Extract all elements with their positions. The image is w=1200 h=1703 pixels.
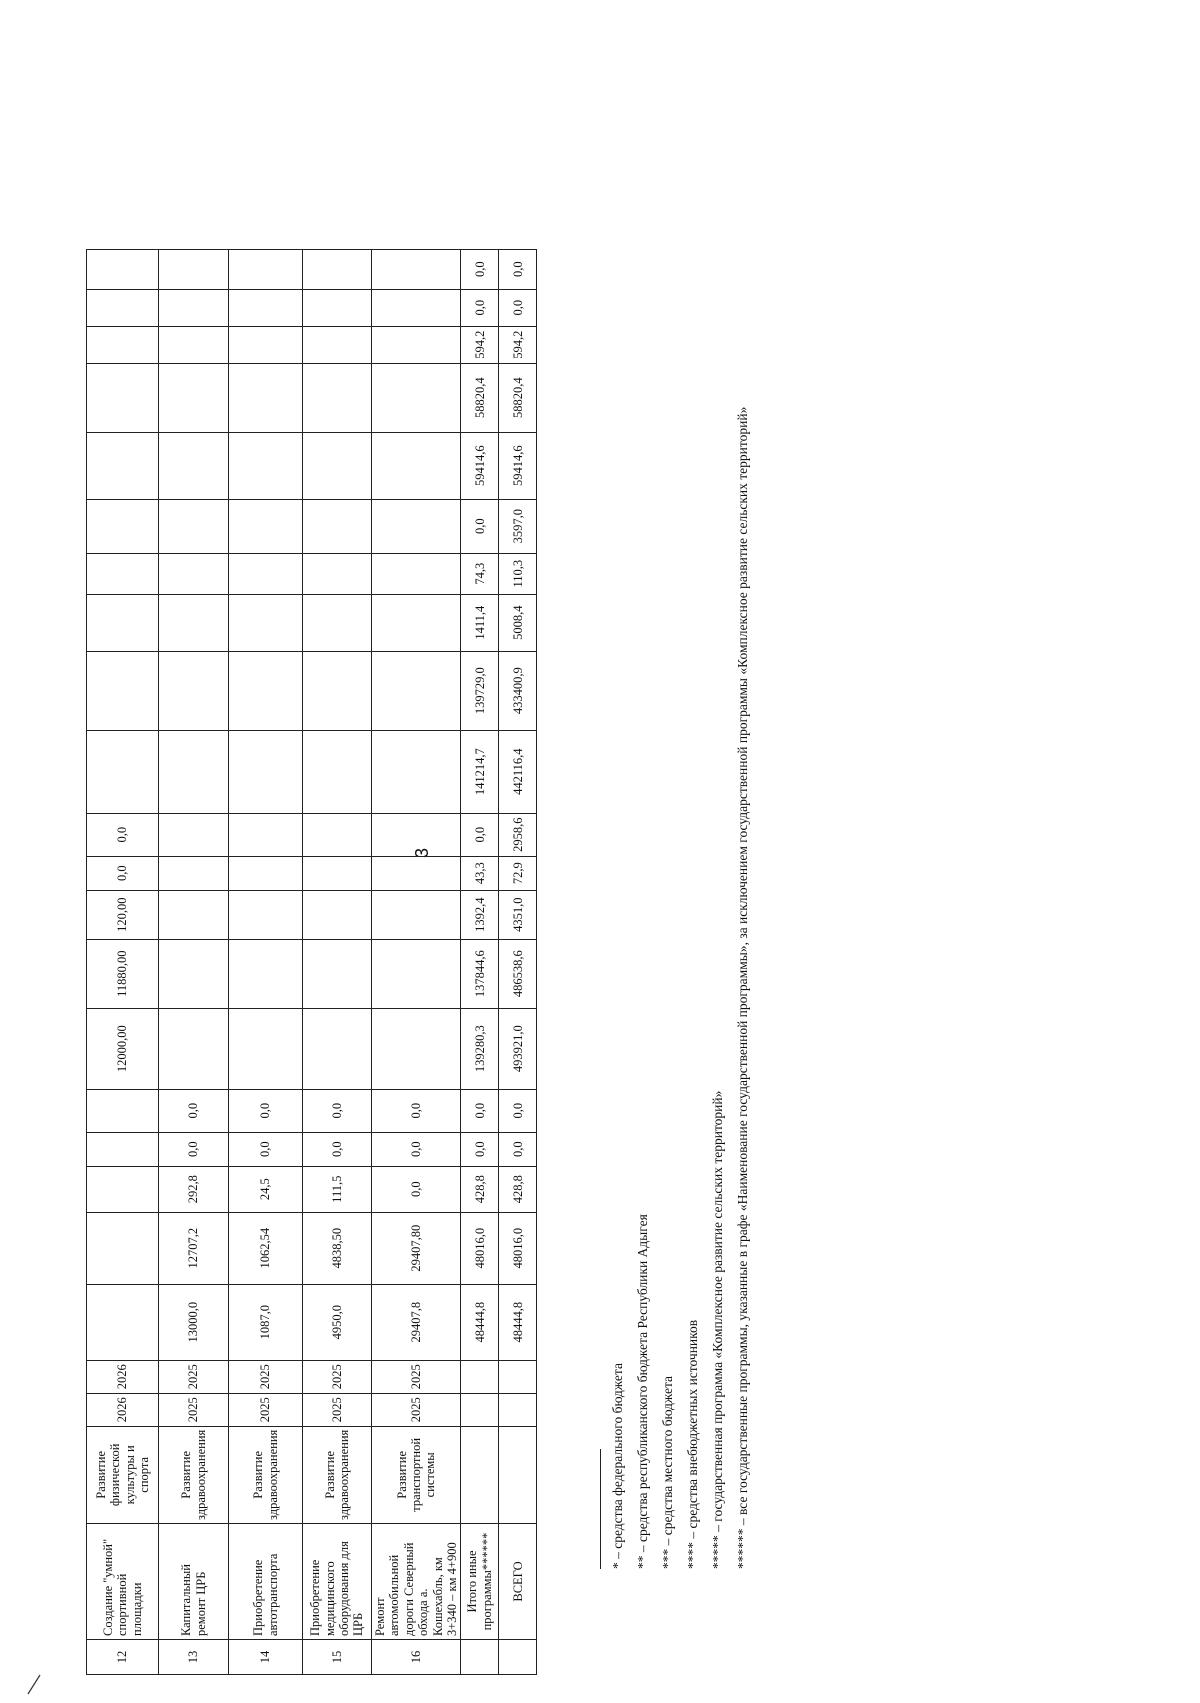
amount-cell: [372, 249, 461, 289]
amount-cell: 594,2: [461, 326, 499, 363]
amount-cell: 0,0: [461, 289, 499, 326]
amount-cell: [303, 289, 372, 326]
row-number-cell: 13: [159, 1640, 229, 1675]
amount-cell: 0,0: [461, 1132, 499, 1166]
amount-cell: [372, 651, 461, 730]
amount-cell: 0,0: [229, 1132, 303, 1166]
amount-cell: [303, 939, 372, 1008]
amount-cell: 0,0: [499, 1132, 537, 1166]
amount-cell: [87, 289, 159, 326]
amount-cell: 43,3: [461, 856, 499, 890]
amount-cell: 0,0: [372, 1089, 461, 1132]
direction-cell: Развитие физической культуры и спорта: [87, 1426, 159, 1523]
amount-cell: [87, 1166, 159, 1212]
empty-cell: [461, 1393, 499, 1426]
end-year-cell: 2025: [159, 1360, 229, 1393]
amount-cell: [87, 249, 159, 289]
amount-cell: [229, 363, 303, 432]
amount-cell: 58820,4: [499, 363, 537, 432]
empty-cell: [461, 1360, 499, 1393]
amount-cell: 428,8: [461, 1166, 499, 1212]
amount-cell: [159, 553, 229, 594]
amount-cell: 29407,8: [372, 1284, 461, 1360]
amount-cell: [159, 1008, 229, 1089]
table-row: [372, 249, 461, 1674]
amount-cell: [229, 813, 303, 856]
object-name-cell: Создание "умной" спортивной площадки: [87, 1524, 159, 1640]
amount-cell: [229, 289, 303, 326]
start-year-cell: 2025: [159, 1393, 229, 1426]
empty-cell: [499, 1360, 537, 1393]
amount-cell: 3597,0: [499, 499, 537, 553]
amount-cell: 2958,6: [499, 813, 537, 856]
amount-cell: [303, 363, 372, 432]
amount-cell: [303, 730, 372, 813]
amount-cell: [229, 730, 303, 813]
amount-cell: 0,0: [87, 813, 159, 856]
amount-cell: [229, 499, 303, 553]
footnote: ***** – государственная программа «Комплексное развитие сельских территорий»: [710, 1090, 725, 1569]
table-row: [303, 249, 372, 1674]
amount-cell: [159, 856, 229, 890]
end-year-cell: 2025: [303, 1360, 372, 1393]
amount-cell: 428,8: [499, 1166, 537, 1212]
amount-cell: [303, 432, 372, 499]
row-number-cell: 14: [229, 1640, 303, 1675]
amount-cell: 433400,9: [499, 651, 537, 730]
amount-cell: 1392,4: [461, 890, 499, 939]
amount-cell: 0,0: [159, 1132, 229, 1166]
amount-cell: 74,3: [461, 553, 499, 594]
row-number-cell: 16: [372, 1640, 461, 1675]
footnote: * – средства федерального бюджета: [610, 1363, 625, 1569]
amount-cell: [87, 730, 159, 813]
amount-cell: [229, 249, 303, 289]
amount-cell: 0,0: [461, 249, 499, 289]
amount-cell: [372, 499, 461, 553]
amount-cell: 13000,0: [159, 1284, 229, 1360]
amount-cell: [372, 856, 461, 890]
amount-cell: [303, 553, 372, 594]
amount-cell: 4351,0: [499, 890, 537, 939]
amount-cell: 486538,6: [499, 939, 537, 1008]
amount-cell: [372, 1008, 461, 1089]
footnote-separator: [600, 1449, 601, 1569]
amount-cell: [303, 499, 372, 553]
amount-cell: [229, 326, 303, 363]
amount-cell: 0,0: [461, 813, 499, 856]
table-row: [159, 249, 229, 1674]
direction-cell: Развитие здравоохранения: [229, 1426, 303, 1523]
footnotes: [600, 29, 755, 1569]
empty-cell: [499, 1640, 537, 1675]
amount-cell: 48016,0: [499, 1212, 537, 1284]
amount-cell: [303, 651, 372, 730]
direction-cell: Развитие здравоохранения: [303, 1426, 372, 1523]
table-row: [229, 249, 303, 1674]
amount-cell: [159, 730, 229, 813]
empty-cell: [499, 1393, 537, 1426]
amount-cell: [372, 730, 461, 813]
amount-cell: [87, 1132, 159, 1166]
amount-cell: 594,2: [499, 326, 537, 363]
amount-cell: 1062,54: [229, 1212, 303, 1284]
empty-cell: [461, 1640, 499, 1675]
amount-cell: 12707,2: [159, 1212, 229, 1284]
amount-cell: [159, 289, 229, 326]
amount-cell: 1087,0: [229, 1284, 303, 1360]
amount-cell: 0,0: [303, 1132, 372, 1166]
amount-cell: [372, 553, 461, 594]
amount-cell: [303, 326, 372, 363]
subtotal-row: [461, 249, 499, 1674]
amount-cell: [159, 432, 229, 499]
amount-cell: [87, 553, 159, 594]
amount-cell: 0,0: [499, 1089, 537, 1132]
amount-cell: [229, 890, 303, 939]
amount-cell: [372, 363, 461, 432]
amount-cell: [372, 594, 461, 651]
amount-cell: [87, 499, 159, 553]
amount-cell: [87, 594, 159, 651]
amount-cell: 4838,50: [303, 1212, 372, 1284]
amount-cell: [229, 594, 303, 651]
footnote: *** – средства местного бюджета: [660, 1375, 675, 1569]
amount-cell: [159, 651, 229, 730]
amount-cell: [303, 856, 372, 890]
amount-cell: 58820,4: [461, 363, 499, 432]
amount-cell: [159, 326, 229, 363]
amount-cell: 1411,4: [461, 594, 499, 651]
amount-cell: 0,0: [499, 249, 537, 289]
start-year-cell: 2026: [87, 1393, 159, 1426]
amount-cell: 0,0: [303, 1089, 372, 1132]
footnote: **** – средства внебюджетных источников: [685, 1319, 700, 1569]
start-year-cell: 2025: [372, 1393, 461, 1426]
amount-cell: 0,0: [499, 289, 537, 326]
summary-label-cell: ВСЕГО: [499, 1524, 537, 1640]
amount-cell: [229, 432, 303, 499]
amount-cell: [303, 594, 372, 651]
direction-cell: Развитие здравоохранения: [159, 1426, 229, 1523]
amount-cell: 120,00: [87, 890, 159, 939]
amount-cell: [372, 326, 461, 363]
amount-cell: 29407,80: [372, 1212, 461, 1284]
amount-cell: [303, 890, 372, 939]
amount-cell: 0,0: [229, 1089, 303, 1132]
amount-cell: [87, 1089, 159, 1132]
amount-cell: 48444,8: [461, 1284, 499, 1360]
amount-cell: 0,0: [372, 1132, 461, 1166]
amount-cell: 0,0: [461, 1089, 499, 1132]
amount-cell: 11880,00: [87, 939, 159, 1008]
amount-cell: [159, 499, 229, 553]
amount-cell: [303, 1008, 372, 1089]
amount-cell: [87, 432, 159, 499]
amount-cell: [87, 1284, 159, 1360]
amount-cell: 442116,4: [499, 730, 537, 813]
amount-cell: [159, 813, 229, 856]
amount-cell: [159, 890, 229, 939]
amount-cell: 0,0: [461, 499, 499, 553]
row-number-cell: 15: [303, 1640, 372, 1675]
amount-cell: [303, 813, 372, 856]
amount-cell: [303, 249, 372, 289]
amount-cell: 72,9: [499, 856, 537, 890]
amount-cell: [372, 939, 461, 1008]
amount-cell: 24,5: [229, 1166, 303, 1212]
amount-cell: 0,0: [159, 1089, 229, 1132]
amount-cell: [159, 939, 229, 1008]
start-year-cell: 2025: [229, 1393, 303, 1426]
amount-cell: 59414,6: [499, 432, 537, 499]
end-year-cell: 2026: [87, 1360, 159, 1393]
object-name-cell: Приобретение автотранспорта: [229, 1524, 303, 1640]
amount-cell: 48444,8: [499, 1284, 537, 1360]
end-year-cell: 2025: [229, 1360, 303, 1393]
amount-cell: 48016,0: [461, 1212, 499, 1284]
amount-cell: [372, 432, 461, 499]
amount-cell: [87, 326, 159, 363]
summary-label-cell: Итого иные программы******: [461, 1524, 499, 1640]
object-name-cell: Капитальный ремонт ЦРБ: [159, 1524, 229, 1640]
amount-cell: 111,5: [303, 1166, 372, 1212]
amount-cell: [87, 651, 159, 730]
amount-cell: 12000,00: [87, 1008, 159, 1089]
object-name-cell: Ремонт автомобильной дороги Северный обхода а. Кошехабль, км 3+340 – км 4+900: [372, 1524, 461, 1640]
amount-cell: 0,0: [372, 1166, 461, 1212]
amount-cell: 139729,0: [461, 651, 499, 730]
amount-cell: [229, 939, 303, 1008]
amount-cell: 493921,0: [499, 1008, 537, 1089]
amount-cell: 137844,6: [461, 939, 499, 1008]
amount-cell: 141214,7: [461, 730, 499, 813]
pen-mark: [26, 1672, 46, 1696]
page-number: 3: [412, 848, 432, 859]
row-number-cell: 12: [87, 1640, 159, 1675]
amount-cell: [87, 1212, 159, 1284]
footnote: ** – средства республиканского бюджета Республики Адыгея: [635, 1214, 650, 1569]
amount-cell: 59414,6: [461, 432, 499, 499]
footnote: ****** – все государственные программы, указанные в графе «Наименование государственной программы», за исключением государственной программы «Комплексное развитие сельских территорий»: [735, 406, 750, 1569]
amount-cell: [159, 594, 229, 651]
amount-cell: [229, 856, 303, 890]
amount-cell: [372, 890, 461, 939]
amount-cell: 110,3: [499, 553, 537, 594]
empty-cell: [461, 1426, 499, 1523]
table-row: [87, 249, 159, 1674]
amount-cell: [229, 553, 303, 594]
amount-cell: 4950,0: [303, 1284, 372, 1360]
amount-cell: [159, 249, 229, 289]
amount-cell: 0,0: [87, 856, 159, 890]
amount-cell: 139280,3: [461, 1008, 499, 1089]
object-name-cell: Приобретение медицинского оборудования для ЦРБ: [303, 1524, 372, 1640]
amount-cell: [229, 651, 303, 730]
budget-table: [86, 249, 537, 1675]
direction-cell: Развитие транспортной системы: [372, 1426, 461, 1523]
amount-cell: [229, 1008, 303, 1089]
empty-cell: [499, 1426, 537, 1523]
amount-cell: 292,8: [159, 1166, 229, 1212]
total-row: [499, 249, 537, 1674]
amount-cell: [372, 289, 461, 326]
end-year-cell: 2025: [372, 1360, 461, 1393]
amount-cell: [159, 363, 229, 432]
amount-cell: [87, 363, 159, 432]
amount-cell: [372, 813, 461, 856]
amount-cell: 5008,4: [499, 594, 537, 651]
start-year-cell: 2025: [303, 1393, 372, 1426]
